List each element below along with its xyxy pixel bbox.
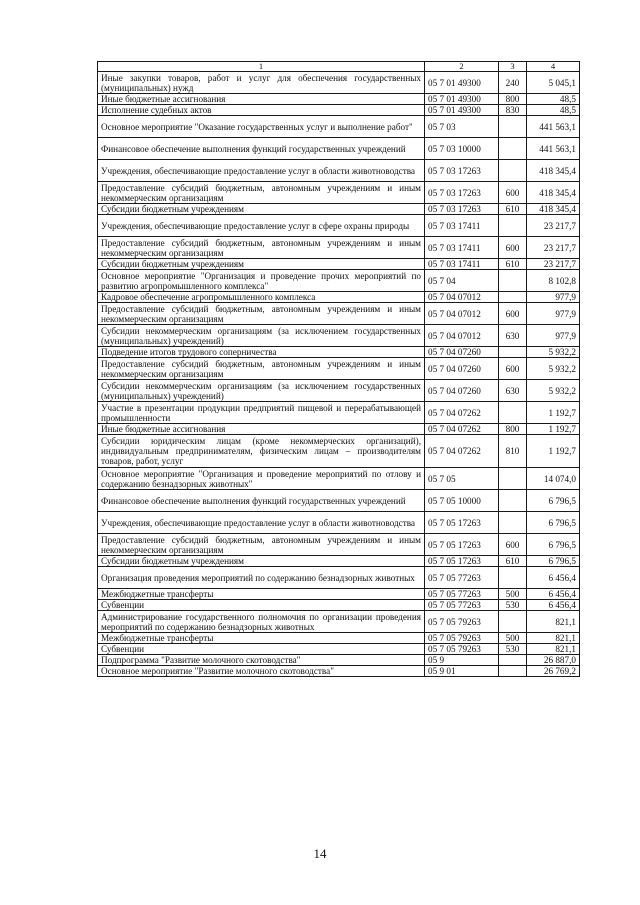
row-code-cell: 05 7 04 (425, 270, 499, 292)
row-name-cell: Основное мероприятие "Организация и проведение мероприятий по отлову и содержанию безнадзорных животных" (98, 468, 425, 490)
row-sum-cell: 1 192,7 (527, 435, 580, 468)
row-sum-cell: 977,9 (527, 303, 580, 325)
row-name-cell: Основное мероприятие "Развитие молочного скотоводства" (98, 666, 425, 677)
row-vr-cell: 600 (499, 303, 527, 325)
row-code-cell: 05 7 03 17411 (425, 259, 499, 270)
row-name-cell: Предоставление субсидий бюджетным, автономным учреждениям и иным некоммерческим организациям (98, 182, 425, 204)
row-code-cell: 05 9 (425, 655, 499, 666)
row-code-cell: 05 7 01 49300 (425, 94, 499, 105)
row-code-cell: 05 7 03 17411 (425, 215, 499, 237)
row-vr-cell (499, 270, 527, 292)
row-sum-cell: 977,9 (527, 292, 580, 303)
row-vr-cell (499, 490, 527, 512)
table-row (98, 204, 580, 215)
row-name-cell: Основное мероприятие "Организация и проведение прочих мероприятий по развитию агропромышленного комплекса" (98, 270, 425, 292)
table-row (98, 325, 580, 347)
row-sum-cell: 48,5 (527, 105, 580, 116)
table-row (98, 534, 580, 556)
row-vr-cell: 630 (499, 380, 527, 402)
row-sum-cell: 6 456,4 (527, 589, 580, 600)
row-sum-cell: 5 932,2 (527, 358, 580, 380)
row-code-cell: 05 7 05 79263 (425, 611, 499, 633)
row-sum-cell: 8 102,8 (527, 270, 580, 292)
row-sum-cell: 441 563,1 (527, 116, 580, 138)
row-vr-cell (499, 666, 527, 677)
row-code-cell: 05 7 03 (425, 116, 499, 138)
row-vr-cell (499, 567, 527, 589)
row-code-cell: 05 7 03 17263 (425, 182, 499, 204)
row-vr-cell: 630 (499, 325, 527, 347)
row-vr-cell: 830 (499, 105, 527, 116)
row-code-cell: 05 7 05 79263 (425, 633, 499, 644)
row-vr-cell (499, 215, 527, 237)
row-vr-cell: 500 (499, 589, 527, 600)
table-row (98, 468, 580, 490)
table-row (98, 105, 580, 116)
row-vr-cell: 500 (499, 633, 527, 644)
table-row (98, 556, 580, 567)
table-row (98, 292, 580, 303)
row-vr-cell (499, 611, 527, 633)
row-vr-cell (499, 347, 527, 358)
table-row (98, 633, 580, 644)
row-vr-cell: 600 (499, 237, 527, 259)
row-code-cell: 05 7 05 17263 (425, 556, 499, 567)
row-code-cell: 05 7 04 07012 (425, 292, 499, 303)
row-vr-cell: 800 (499, 94, 527, 105)
row-name-cell: Субсидии бюджетным учреждениям (98, 259, 425, 270)
table-row (98, 94, 580, 105)
row-vr-cell: 800 (499, 424, 527, 435)
row-vr-cell (499, 512, 527, 534)
table-row (98, 600, 580, 611)
row-name-cell: Учреждения, обеспечивающие предоставление услуг в области животноводства (98, 512, 425, 534)
row-name-cell: Субсидии юридическим лицам (кроме некоммерческих организаций), индивидуальным предпринимателям, физическим лицам – производителям товаров, работ, услуг (98, 435, 425, 468)
table-row (98, 567, 580, 589)
row-vr-cell (499, 138, 527, 160)
row-vr-cell (499, 116, 527, 138)
header-cell-sum: 4 (527, 62, 580, 72)
row-name-cell: Подведение итогов трудового соперничества (98, 347, 425, 358)
row-name-cell: Субвенции (98, 644, 425, 655)
row-sum-cell: 441 563,1 (527, 138, 580, 160)
row-code-cell: 05 7 04 07262 (425, 435, 499, 468)
row-vr-cell: 530 (499, 600, 527, 611)
row-sum-cell: 1 192,7 (527, 424, 580, 435)
table-row (98, 589, 580, 600)
row-name-cell: Участие в презентации продукции предприятий пищевой и перерабатывающей промышленности (98, 402, 425, 424)
row-code-cell: 05 7 05 17263 (425, 512, 499, 534)
row-code-cell: 05 7 04 07260 (425, 358, 499, 380)
row-sum-cell: 418 345,4 (527, 182, 580, 204)
row-code-cell: 05 7 05 77263 (425, 589, 499, 600)
row-name-cell: Иные закупки товаров, работ и услуг для обеспечения государственных (муниципальных) нужд (98, 72, 425, 94)
row-sum-cell: 821,1 (527, 611, 580, 633)
header-cell-code: 2 (425, 62, 499, 72)
row-name-cell: Межбюджетные трансферты (98, 589, 425, 600)
row-name-cell: Субвенции (98, 600, 425, 611)
row-sum-cell: 48,5 (527, 94, 580, 105)
table-row (98, 490, 580, 512)
row-code-cell: 05 7 03 17411 (425, 237, 499, 259)
header-cell-vr: 3 (499, 62, 527, 72)
table-row (98, 611, 580, 633)
table-row (98, 303, 580, 325)
row-name-cell: Подпрограмма "Развитие молочного скотоводства" (98, 655, 425, 666)
table-row (98, 259, 580, 270)
header-cell-name: 1 (98, 62, 425, 72)
budget-table (97, 61, 580, 677)
row-code-cell: 05 7 04 07012 (425, 303, 499, 325)
row-sum-cell: 6 456,4 (527, 567, 580, 589)
row-code-cell: 05 7 03 17263 (425, 160, 499, 182)
table-row (98, 402, 580, 424)
row-sum-cell: 6 796,5 (527, 534, 580, 556)
row-sum-cell: 26 887,0 (527, 655, 580, 666)
table-row (98, 160, 580, 182)
row-name-cell: Межбюджетные трансферты (98, 633, 425, 644)
table-row (98, 116, 580, 138)
row-name-cell: Финансовое обеспечение выполнения функций государственных учреждений (98, 138, 425, 160)
row-code-cell: 05 7 05 79263 (425, 644, 499, 655)
row-vr-cell (499, 292, 527, 303)
row-sum-cell: 821,1 (527, 644, 580, 655)
row-sum-cell: 6 796,5 (527, 512, 580, 534)
row-sum-cell: 1 192,7 (527, 402, 580, 424)
row-name-cell: Иные бюджетные ассигнования (98, 94, 425, 105)
table-row (98, 182, 580, 204)
row-name-cell: Предоставление субсидий бюджетным, автономным учреждениям и иным некоммерческим организациям (98, 358, 425, 380)
table-row (98, 644, 580, 655)
row-sum-cell: 23 217,7 (527, 215, 580, 237)
row-sum-cell: 418 345,4 (527, 204, 580, 215)
row-sum-cell: 23 217,7 (527, 237, 580, 259)
row-code-cell: 05 7 05 (425, 468, 499, 490)
row-sum-cell: 14 074,0 (527, 468, 580, 490)
row-code-cell: 05 7 03 10000 (425, 138, 499, 160)
row-sum-cell: 6 796,5 (527, 556, 580, 567)
row-vr-cell: 600 (499, 182, 527, 204)
row-vr-cell (499, 468, 527, 490)
row-name-cell: Финансовое обеспечение выполнения функций государственных учреждений (98, 490, 425, 512)
table-row (98, 512, 580, 534)
row-name-cell: Субсидии некоммерческим организациям (за исключением государственных (муниципальных) учреждений) (98, 325, 425, 347)
row-sum-cell: 418 345,4 (527, 160, 580, 182)
row-code-cell: 05 7 03 17263 (425, 204, 499, 215)
row-name-cell: Иные бюджетные ассигнования (98, 424, 425, 435)
row-code-cell: 05 7 01 49300 (425, 72, 499, 94)
row-name-cell: Субсидии бюджетным учреждениям (98, 204, 425, 215)
row-code-cell: 05 7 01 49300 (425, 105, 499, 116)
row-name-cell: Предоставление субсидий бюджетным, автономным учреждениям и иным некоммерческим организациям (98, 237, 425, 259)
row-vr-cell: 810 (499, 435, 527, 468)
row-name-cell: Учреждения, обеспечивающие предоставление услуг в сфере охраны природы (98, 215, 425, 237)
table-row (98, 358, 580, 380)
row-name-cell: Предоставление субсидий бюджетным, автономным учреждениям и иным некоммерческим организациям (98, 534, 425, 556)
row-sum-cell: 977,9 (527, 325, 580, 347)
row-vr-cell: 530 (499, 644, 527, 655)
row-name-cell: Субсидии бюджетным учреждениям (98, 556, 425, 567)
row-code-cell: 05 7 04 07262 (425, 402, 499, 424)
page-number: 14 (313, 846, 327, 861)
row-sum-cell: 5 932,2 (527, 347, 580, 358)
row-vr-cell: 600 (499, 358, 527, 380)
table-row (98, 138, 580, 160)
row-sum-cell: 26 769,2 (527, 666, 580, 677)
row-name-cell: Исполнение судебных актов (98, 105, 425, 116)
table-row (98, 237, 580, 259)
table-row (98, 655, 580, 666)
row-vr-cell (499, 160, 527, 182)
row-sum-cell: 6 796,5 (527, 490, 580, 512)
row-code-cell: 05 9 01 (425, 666, 499, 677)
row-name-cell: Учреждения, обеспечивающие предоставление услуг в области животноводства (98, 160, 425, 182)
row-name-cell: Организация проведения мероприятий по содержанию безнадзорных животных (98, 567, 425, 589)
row-vr-cell: 610 (499, 259, 527, 270)
row-code-cell: 05 7 05 10000 (425, 490, 499, 512)
row-code-cell: 05 7 04 07262 (425, 424, 499, 435)
table-row (98, 270, 580, 292)
row-code-cell: 05 7 05 17263 (425, 534, 499, 556)
row-code-cell: 05 7 04 07260 (425, 347, 499, 358)
row-sum-cell: 6 456,4 (527, 600, 580, 611)
row-vr-cell: 610 (499, 204, 527, 215)
table-header-row (98, 62, 580, 72)
row-sum-cell: 5 045,1 (527, 72, 580, 94)
table-row (98, 666, 580, 677)
row-sum-cell: 821,1 (527, 633, 580, 644)
row-sum-cell: 5 932,2 (527, 380, 580, 402)
row-sum-cell: 23 217,7 (527, 259, 580, 270)
row-code-cell: 05 7 05 77263 (425, 600, 499, 611)
table-row (98, 347, 580, 358)
row-vr-cell: 610 (499, 556, 527, 567)
row-name-cell: Субсидии некоммерческим организациям (за исключением государственных (муниципальных) учреждений) (98, 380, 425, 402)
row-name-cell: Основное мероприятие "Оказание государственных услуг и выполнение работ" (98, 116, 425, 138)
row-code-cell: 05 7 04 07012 (425, 325, 499, 347)
table-row (98, 424, 580, 435)
table-row (98, 72, 580, 94)
table-row (98, 215, 580, 237)
row-name-cell: Кадровое обеспечение агропромышленного комплекса (98, 292, 425, 303)
table-row (98, 435, 580, 468)
row-name-cell: Предоставление субсидий бюджетным, автономным учреждениям и иным некоммерческим организациям (98, 303, 425, 325)
row-vr-cell: 240 (499, 72, 527, 94)
row-vr-cell (499, 655, 527, 666)
row-vr-cell: 600 (499, 534, 527, 556)
row-code-cell: 05 7 05 77263 (425, 567, 499, 589)
row-code-cell: 05 7 04 07260 (425, 380, 499, 402)
row-name-cell: Администрирование государственного полномочия по организации проведения мероприятий по содержанию безнадзорных животных (98, 611, 425, 633)
row-vr-cell (499, 402, 527, 424)
table-row (98, 380, 580, 402)
